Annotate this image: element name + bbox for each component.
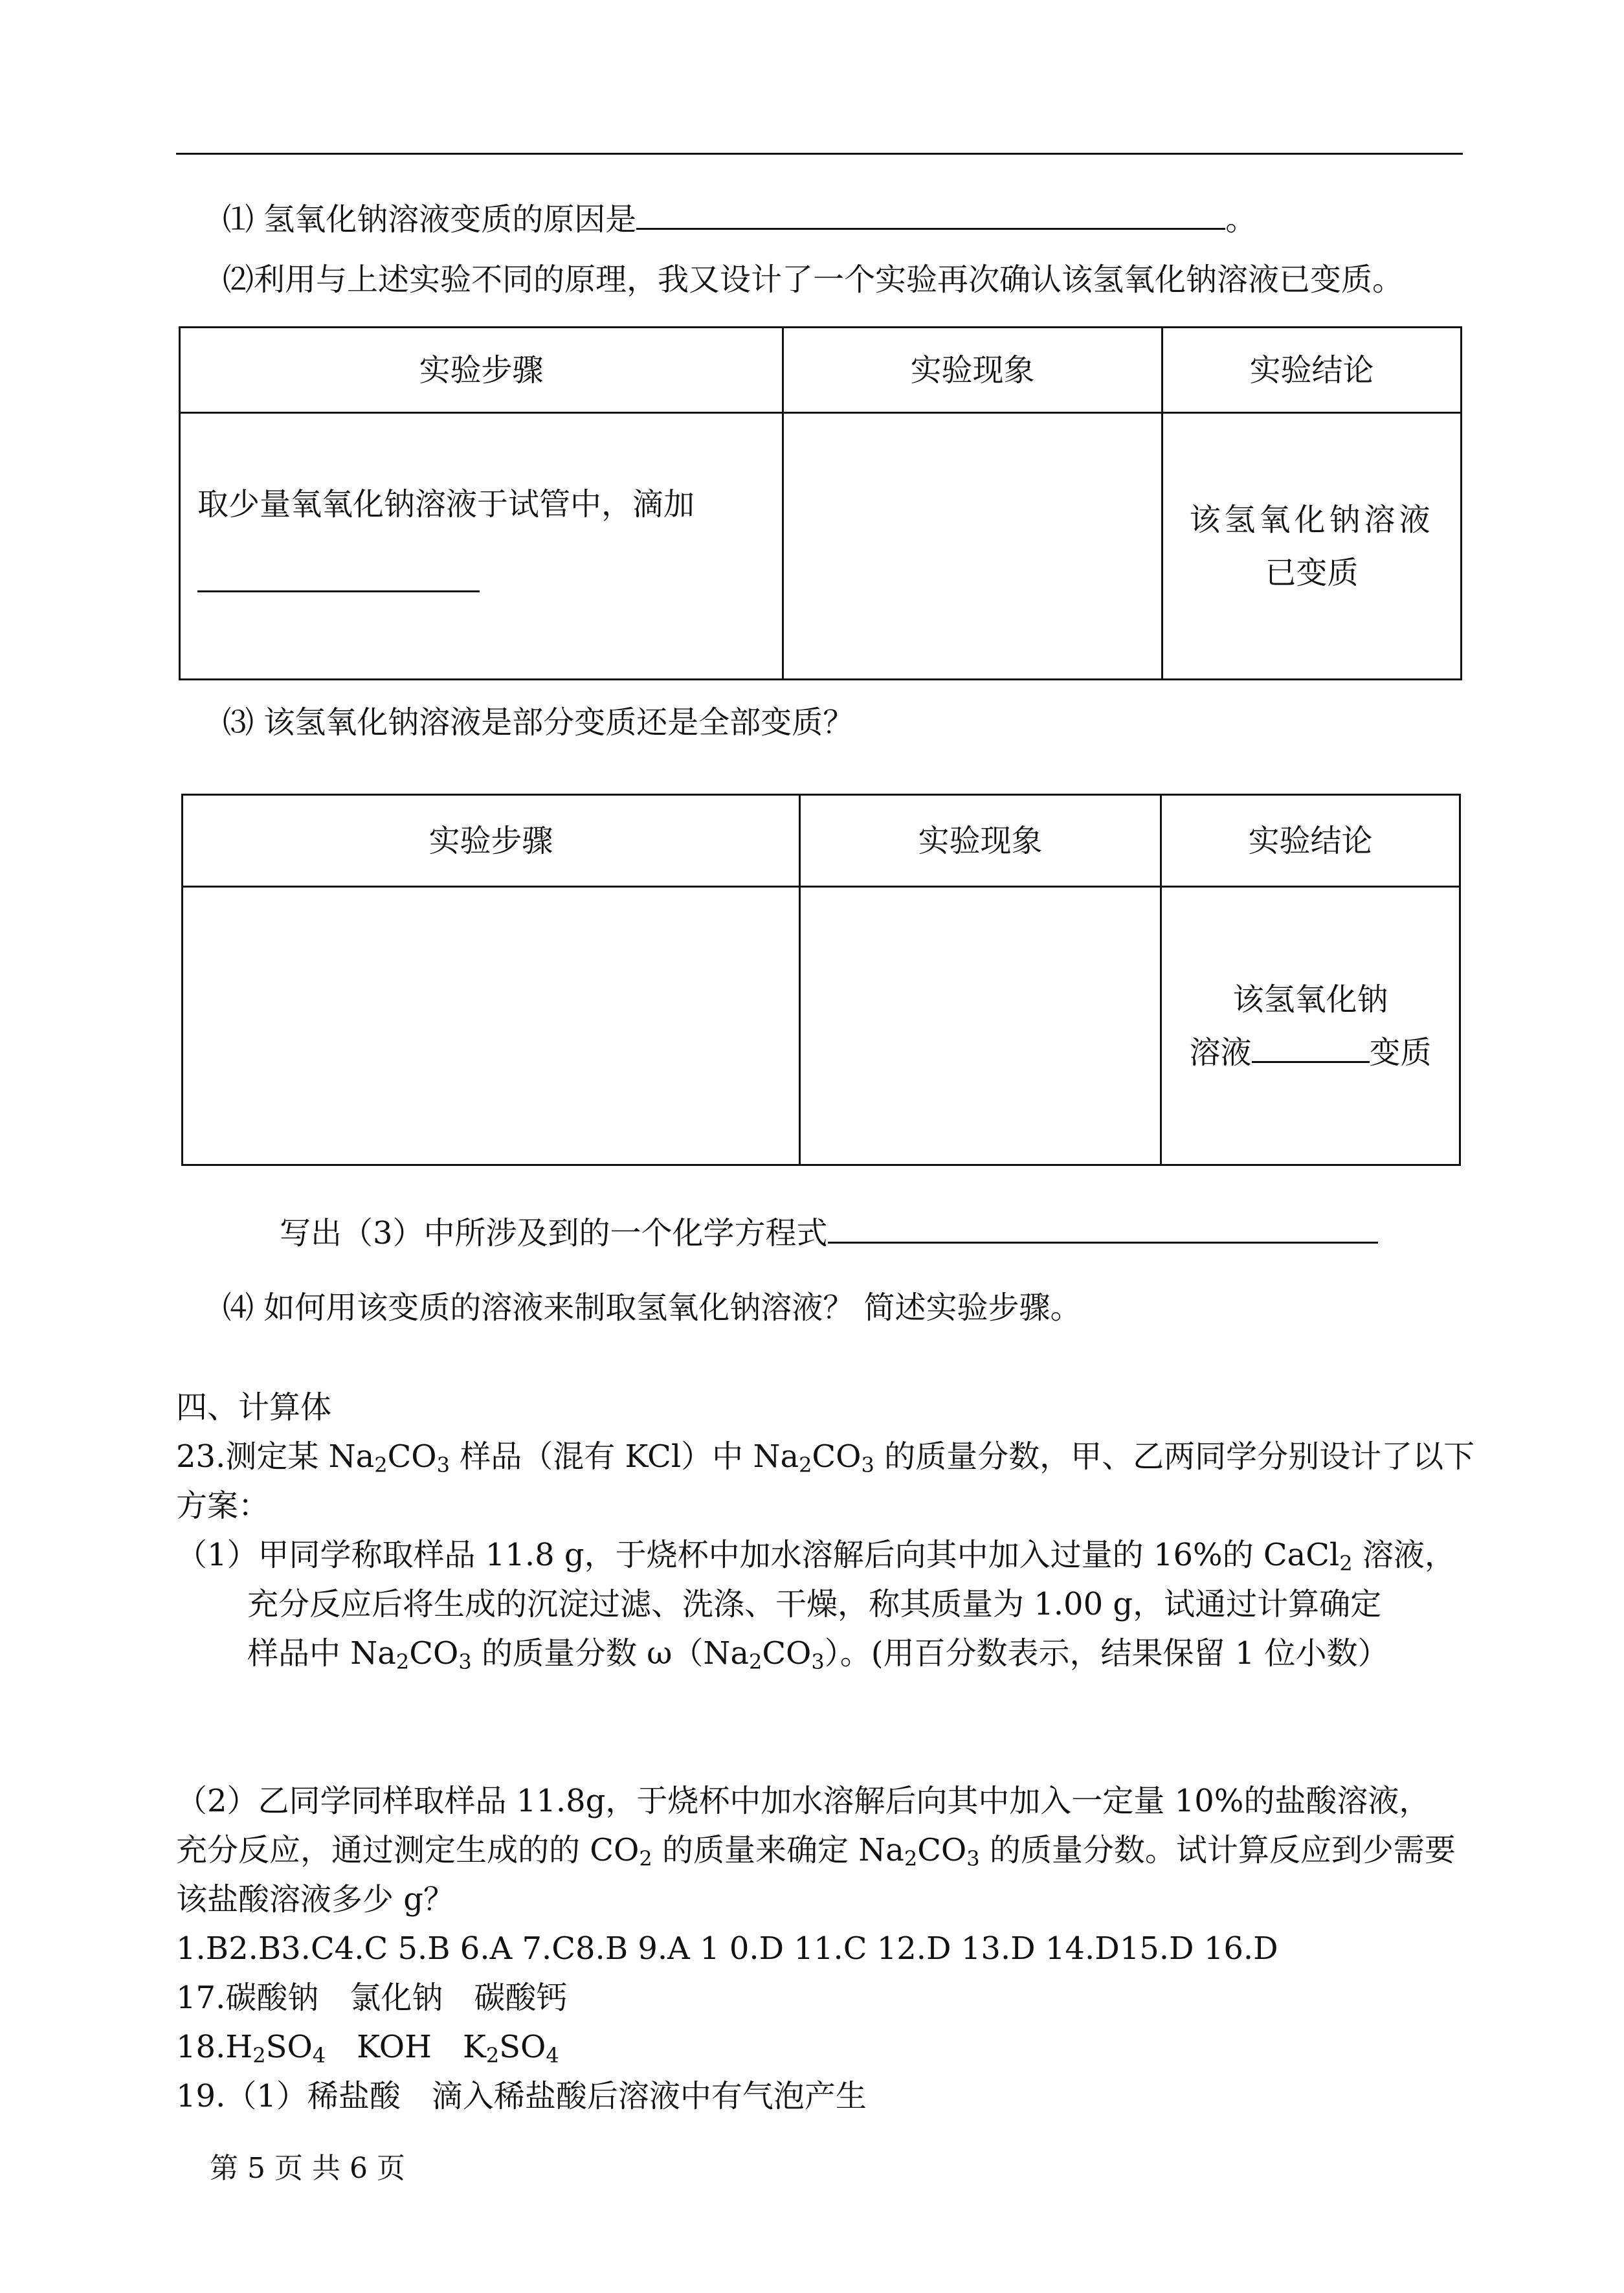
experiment-table-2 xyxy=(181,794,1461,1166)
table1-header-phenomena: 实验现象 xyxy=(783,328,1162,413)
table1-step-cell: 取少量氧氧化钠溶液于试管中，滴加 xyxy=(180,413,783,680)
problem-23-2-line-2: 充分反应，通过测定生成的的 $CO_2$ 的质量来确定 $Na_2CO_3$ 的质量分数。试计算反应到少需要 xyxy=(176,1832,1456,1871)
table2-conclusion-cell: 该氢氧化钠 溶液 变质 xyxy=(1161,887,1460,1165)
table2-header-conclusion: 实验结论 xyxy=(1161,795,1460,887)
table2-step-cell[interactable] xyxy=(183,887,800,1165)
question-1: ⑴ 氢氧化钠溶液变质的原因是 。 xyxy=(223,197,1256,239)
answer-18: $18.H_2SO_4$ KOH $K_2SO_4$ xyxy=(176,2029,559,2068)
problem-23-2-line-3: 该盐酸溶液多少 g？ xyxy=(176,1881,454,1918)
table1-conclusion-cell: 该氢氧化钠溶液 已变质 xyxy=(1162,413,1462,680)
question-3: ⑶ 该氢氧化钠溶液是部分变质还是全部变质？ xyxy=(223,704,854,741)
table2-header-steps: 实验步骤 xyxy=(183,795,800,887)
reagent-blank[interactable] xyxy=(197,559,480,592)
problem-23-line-2: 方案： xyxy=(176,1488,270,1524)
problem-23-1-line-1: （1）甲同学称取样品 11.8 g，于烧杯中加水溶解后向其中加入过量的 16%的 CaCl$_2$ 溶液， xyxy=(176,1537,1456,1576)
section-title: 四、计算体 xyxy=(176,1389,332,1426)
problem-23-1-line-2: 充分反应后将生成的沉淀过滤、洗涤、干燥，称其质量为 1.00 g，试通过计算确定 xyxy=(247,1586,1382,1622)
table2-header-phenomena: 实验现象 xyxy=(800,795,1161,887)
table1-phenomena-cell xyxy=(783,413,1162,680)
answer-19: 19.（1）稀盐酸 滴入稀盐酸后溶液中有气泡产生 xyxy=(176,2078,867,2114)
table1-header-conclusion: 实验结论 xyxy=(1162,328,1462,413)
table1-header-steps: 实验步骤 xyxy=(180,328,783,413)
page-footer: 第 5 页 共 6 页 xyxy=(210,2152,405,2185)
header-rule xyxy=(176,153,1463,155)
table2-phenomena-cell[interactable] xyxy=(800,887,1161,1165)
problem-23-2-line-1: （2）乙同学同样取样品 11.8g，于烧杯中加水溶解后向其中加入一定量 10%的盐酸溶液， xyxy=(176,1783,1430,1819)
answer-blank[interactable] xyxy=(636,197,1225,230)
extent-blank[interactable] xyxy=(1252,1030,1370,1063)
answer-17: 17.碳酸钠 氯化钠 碳酸钙 xyxy=(176,1980,568,2016)
equation-blank[interactable] xyxy=(828,1211,1378,1244)
equation-prompt: 写出（3）中所涉及到的一个化学方程式 xyxy=(280,1211,1378,1253)
problem-23-line-1: 23.测定某 $Na_2CO_3$ 样品（混有 KCl）中 $Na_2CO_3$ 的质量分数，甲、乙两同学分别设计了以下 xyxy=(176,1438,1475,1477)
answer-key-line-1: 1.B2.B3.C4.C 5.B 6.A 7.C8.B 9.A 1 0.D 11.C 12.D 13.D 14.D15.D 16.D xyxy=(176,1930,1278,1967)
question-4: ⑷ 如何用该变质的溶液来制取氢氧化钠溶液？ 简述实验步骤。 xyxy=(223,1290,1082,1326)
problem-23-1-line-3: 样品中 $Na_2CO_3$ 的质量分数 $\omega(Na_2CO_3)$。(用百分数表示，结果保留 1 位小数） xyxy=(247,1635,1389,1674)
question-2: ⑵利用与上述实验不同的原理，我又设计了一个实验再次确认该氢氧化钠溶液已变质。 xyxy=(223,262,1404,298)
experiment-table-1 xyxy=(179,326,1462,680)
